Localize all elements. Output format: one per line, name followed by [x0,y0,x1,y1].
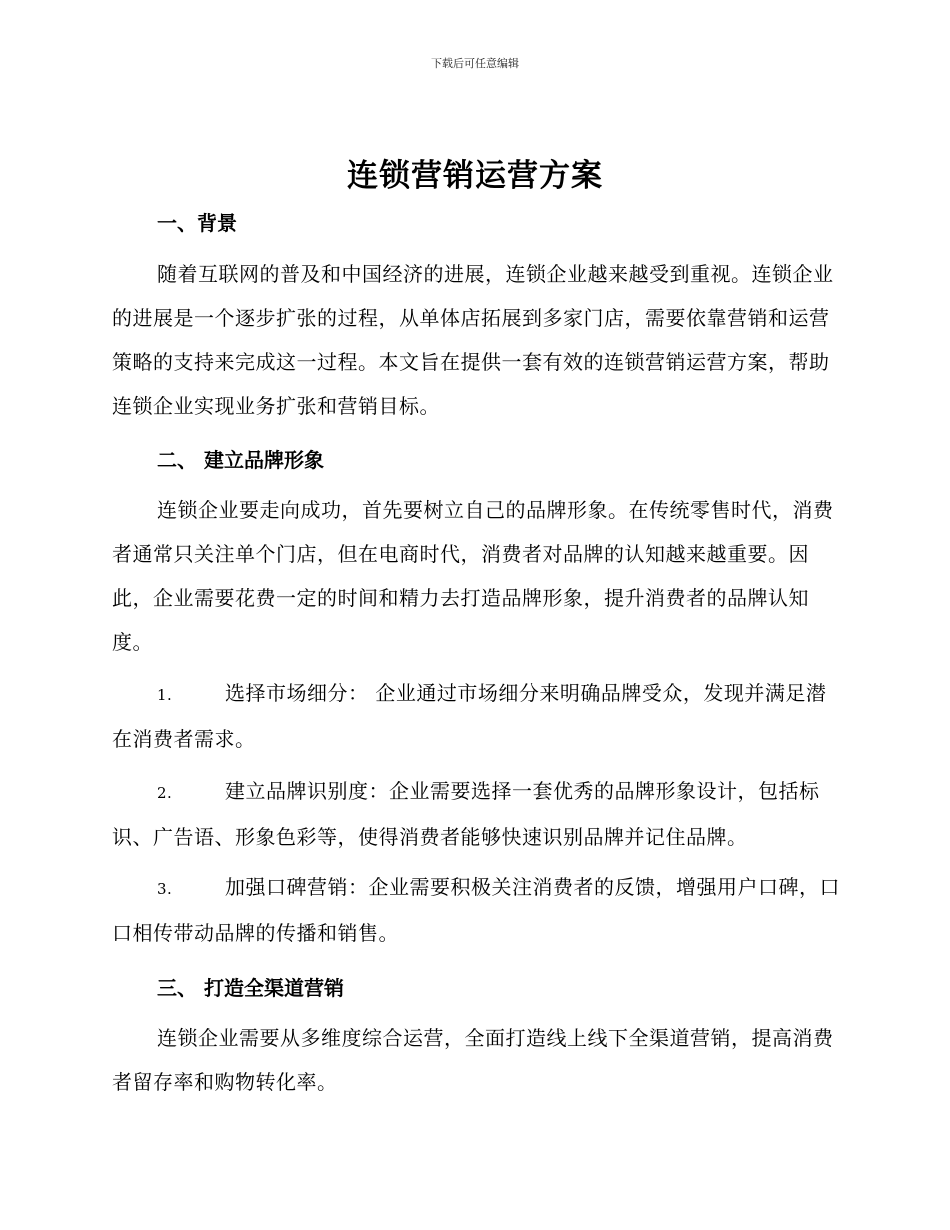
list-item-number: 3. [157,880,173,898]
section-paragraph-brand: 连锁企业要走向成功，首先要树立自己的品牌形象。在传统零售时代，消费者通常只关注单个门店，但在电商时代，消费者对品牌的认知越来越重要。因此，企业需要花费一定的时间和精力去打造品牌形象，提升消费者的品牌认知度。 [112,498,834,654]
list-item-text: 建立品牌识别度：企业需要选择一套优秀的品牌形象设计，包括标识、广告语、形象色彩等，使得消费者能够快速识别品牌并记住品牌。 [112,779,820,849]
list-item-text: 选择市场细分： 企业通过市场细分来明确品牌受众，发现并满足潜在消费者需求。 [112,681,827,751]
header-note: 下载后可任意编辑 [431,57,519,70]
section-paragraph-background: 随着互联网的普及和中国经济的进展，连锁企业越来越受到重视。连锁企业的进展是一个逐步扩张的过程，从单体店拓展到多家门店，需要依靠营销和运营策略的支持来完成这一过程。本文旨在提供一套有效的连锁营销运营方案，帮助连锁企业实现业务扩张和营销目标。 [112,262,834,418]
list-item [112,769,842,859]
section-heading-omnichannel: 三、 打造全渠道营销 [157,976,344,1000]
document-title: 连锁营销运营方案 [347,158,603,194]
list-item-text: 加强口碑营销：企业需要积极关注消费者的反馈，增强用户口碑，口口相传带动品牌的传播和销售。 [112,875,840,945]
list-item-number: 2. [157,784,173,802]
section-heading-brand: 二、 建立品牌形象 [157,448,324,472]
list-item-number: 1. [157,686,173,704]
list-item [112,671,842,761]
section-paragraph-omnichannel: 连锁企业需要从多维度综合运营，全面打造线上线下全渠道营销，提高消费者留存率和购物转化率。 [112,1026,834,1094]
list-item [112,865,842,955]
section-heading-background: 一、背景 [157,211,237,235]
